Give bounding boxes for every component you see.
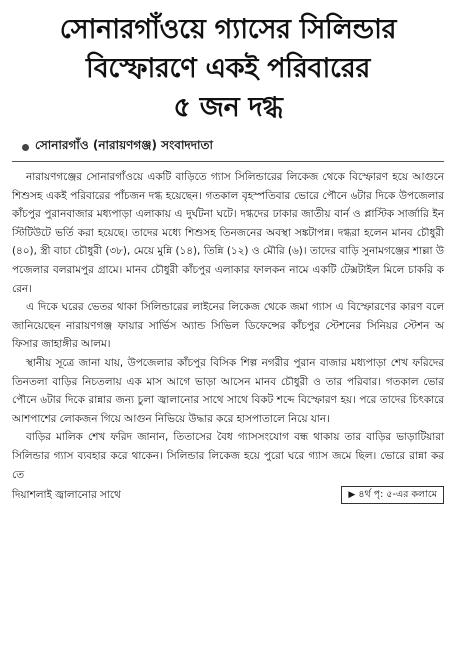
jump-box[interactable] [341, 486, 444, 504]
headline-line-2: বিস্ফোরণে একই পরিবারের [85, 53, 371, 84]
headline-line-1: সোনারগাঁওয়ে গ্যাসের সিলিন্ডার [59, 14, 397, 45]
headline [12, 10, 444, 127]
continuation-text: দিয়াশলাই জ্বালানোর সাথে [12, 489, 121, 502]
byline-text: সোনারগাঁও (নারায়ণগঞ্জ) সংবাদদাতা [35, 138, 214, 152]
bullet-icon [22, 144, 29, 151]
jump-label: ৪র্থ পৃ: ৫-এর কলামে [358, 489, 437, 501]
byline [12, 137, 444, 157]
continuation-line [12, 486, 444, 504]
paragraph-2: এ দিকে ঘরের ভেতর থাকা সিলিন্ডারের লাইনের লিকেজ থেকে জমা গ্যাস এ বিস্ফোরণের কারণ বলে জানিয়েছেন নারায়ণগঞ্জ ফায়ার সার্ভিস অ্যান্ড সিভিল ডিফেন্সের কাঁচপুর স্টেশনের সিনিয়র স্টেশন অফিসার জাহাঙ্গীর আলম। [12, 301, 444, 351]
paragraph-4: বাড়ির মালিক শেখ ফরিদ জানান, তিতাসের বৈধ গ্যাসসংযোগ বন্ধ থাকায় তার বাড়ির ভাড়াটিয়ারা সিলিন্ডার গ্যাস ব্যবহার করে থাকেন। সিলিন্ডার লিকেজ হয়ে পুরো ঘরে গ্যাস জমে ছিল। ভোরে রান্না করতে [12, 431, 444, 481]
article-body [12, 168, 444, 504]
paragraph-3: স্থানীয় সূত্রে জানা যায়, উপজেলার কাঁচপুর বিসিক শিল্প নগরীর পুরান বাজার মধ্যপাড়া শেখ ফরিদের তিনতলা বাড়ির নিচতলায় এক মাস আগে ভাড়া আসেন মানব চৌধুরী ও তার পরিবার। গতকাল ভোর পৌনে ৬টার দিকে রান্নার জন্য চুলা জ্বালানোর সাথে সাথে বিকট শব্দে বিস্ফোরণ হয়। পরে তাদের চিৎকারে আশপাশের লোকজন গিয়ে আগুন নিভিয়ে উদ্ধার করে হাসপাতালে নিয়ে যান। [12, 356, 444, 425]
headline-line-3: ৫ জন দগ্ধ [173, 92, 283, 123]
paragraph-1: নারায়ণগঞ্জের সোনারগাঁওয়ে একটি বাড়িতে গ্যাস সিলিন্ডারের লিকেজ থেকে বিস্ফোরণ হয়ে আগুনে শিশুসহ একই পরিবারের পাঁচজন দগ্ধ হয়েছেন। গতকাল বৃহস্পতিবার ভোরে পৌনে ৬টার দিকে উপজেলার কাঁচপুর পুরানবাজার মধ্যপাড়া এলাকায় এ দুর্ঘটনা ঘটে। দগ্ধদের ঢাকার জাতীয় বার্ন ও প্লাস্টিক সার্জারি ইনস্টিটিউটে ভর্তি করা হয়েছে। তাদের মধ্যে শিশুসহ তিনজনের অবস্থা সঙ্কটাপন্ন। দগ্ধরা হলেন মানব চৌধুরী (৪০), স্ত্রী বাচা চৌধুরী (৩৮), মেয়ে মুন্নি (১৪), তিন্নি (১২) ও মৌরি (৬)। তাদের বাড়ি সুনামগঞ্জের শাল্লা উপজেলার বলরামপুর গ্রামে। মানব চৌধুরী কাঁচপুর এলাকার ফালকন নামে একটি টেক্সটাইল মিলে চাকরি করেন। [12, 171, 444, 295]
arrow-right-icon: ▶ [348, 490, 356, 501]
byline-divider [12, 161, 444, 162]
